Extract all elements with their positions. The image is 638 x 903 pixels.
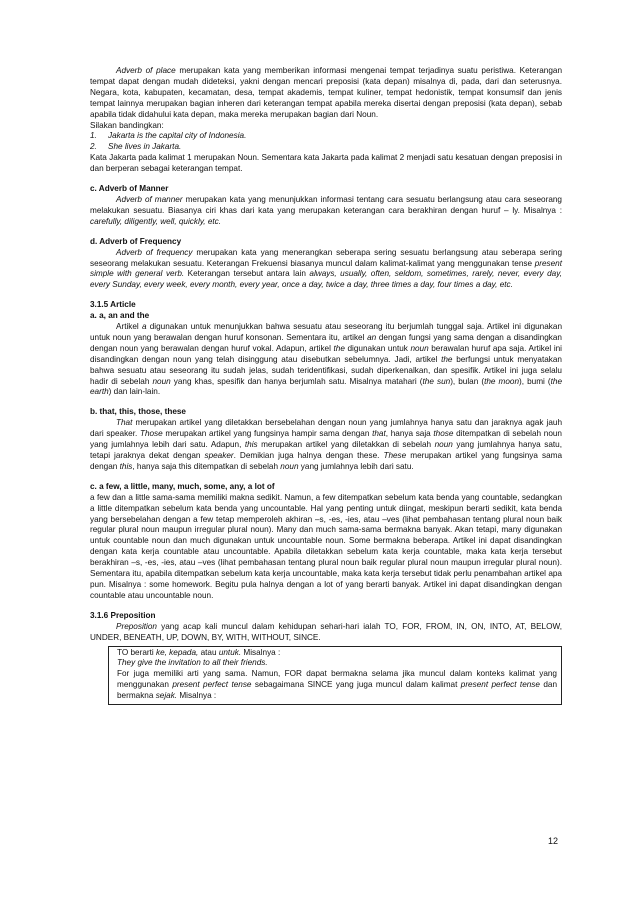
subheading-that-this: b. that, this, those, these (90, 407, 186, 417)
adverb-manner-paragraph: Adverb of manner merupakan kata yang menunjukkan informasi tentang cara sesuatu berlangsung atau cara seseorang melakukan sesuatu. Biasanya ciri khas dari kata yang merupakan keterangan cara berakhiran dengan huruf – ly. Misalnya : carefully, diligently, well, quickly, etc. (90, 194, 562, 226)
subheading-few-little: c. a few, a little, many, much, some, any, a lot of (90, 481, 275, 491)
subheading-a-an-the: a. a, an and the (90, 311, 150, 321)
heading-preposition: 3.1.6 Preposition (90, 610, 156, 620)
example-item: 2. She lives in Jakarta. (90, 142, 182, 152)
heading-adverb-frequency: d. Adverb of Frequency (90, 236, 182, 246)
box-line-for: For juga memiliki arti yang sama. Namun, FOR dapat bermakna selama jika muncul dalam konteks kalimat yang menggunakan present perfect tense sebagaimana SINCE yang juga muncul dalam kalimat present perfect tense dan bermakna sejak. Misalnya : (117, 669, 558, 701)
article-a-paragraph: Artikel a digunakan untuk menunjukkan bahwa sesuatu atau seseorang itu berjumlah tunggal saja. Artikel ini digunakan untuk noun yang berawalan dengan huruf konsonan. Sementara itu, artikel an dengan fungsi yang sama dengan a disandingkan dengan noun yang berawalan dengan huruf vokal. Adapun, artikel the digunakan untuk noun berawalan huruf apa saja. Artikel ini disandingkan dengan noun yang telah disinggung atau disebutkan sebelumnya. Jadi, artikel the berfungsi untuk menyatakan bahwa sesuatu atau seseorang itu sudah jelas, sudah teridentifikasi, sudah diperkenalkan, dan spesifik. Artikel ini juga selalu hadir di sebelah noun yang khas, spesifik dan hanya berjumlah satu. Misalnya matahari (the sun), bulan (the moon), bumi (the earth) dan lain-lain. (90, 322, 563, 397)
article-that-paragraph: That merupakan artikel yang diletakkan bersebelahan dengan noun yang jumlahnya hanya satu dan jaraknya agak jauh dari speaker. Those merupakan artikel yang fungsinya hampir sama dengan that, hanya saja those ditempatkan di sebelah noun yang jumlahnya lebih dari satu. Adapun, this merupakan artikel yang diletakkan di sebelah noun yang jumlahnya hanya satu, tetapi jaraknya dekat dengan speaker. Demikian juga halnya dengan these. These merupakan artikel yang fungsinya sama dengan this, hanya saja this ditempatkan di sebelah noun yang jumlahnya lebih dari satu. (90, 418, 563, 471)
box-line-example: They give the invitation to all their friends. (117, 658, 268, 668)
article-few-paragraph: a few dan a little sama-sama memiliki makna sedikit. Namun, a few ditempatkan sebelum kata benda yang countable, sedangkan a little ditempatkan sebelum kata benda yang uncountable. Hal yang penting untuk diingat, meskipun berarti sedikit, kata benda yang bersebelahan dengan a few tetap memperoleh akhiran –s, -es, -ies, atau –ves (lihat pembahasan tentang plural noun baik regular plural noun maupun irregular plural noun). Many dan much sama-sama bermakna banyak. Akan tetapi, many digunakan untuk countable noun dan much digunakan untuk uncountable noun. Some bermakna beberapa. Artikel ini dapat disandingkan dengan kata kerja countable atau uncountable. Apabila diletakkan sebelum kata kerja countable, maka kata kerja tersebut berakhiran –s, -es, -ies, atau –ves (lihat pembahasan tentang plural noun baik regular plural noun maupun irregular plural noun). Sementara itu, apabila ditempatkan sebelum kata kerja uncountable, maka kata kerja tersebut tidak perlu penambahan artikel apa pun. Misalnya : some homework. Begitu pula halnya dengan a lot of yang berarti banyak. Artikel ini dapat disandingkan dengan countable atau uncountable noun. (90, 492, 562, 600)
heading-adverb-manner: c. Adverb of Manner (90, 184, 169, 194)
preposition-box (108, 646, 562, 706)
adverb-place-paragraph: Adverb of place merupakan kata yang memberikan informasi mengenai tempat terjadinya suatu peristiwa. Keterangan tempat dapat dengan mudah dideteksi, yakni dengan mencari preposisi (kata depan) misalnya di, pada, dari dan seterusnya. Negara, kota, kabupaten, kecamatan, desa, tempat akademis, tempat kuliner, tempat hedonistik, tempat konsumsif dan jenis tempat lainnya merupakan bagian inheren dari keterangan tempat apabila mereka disertai dengan preposisi (kata depan), sebab apabila tidak didahului kata depan, maka mereka merupakan bagian dari Noun. (90, 66, 562, 119)
document-page (90, 66, 562, 705)
compare-line: Silakan bandingkan: (90, 120, 164, 130)
jakarta-explanation: Kata Jakarta pada kalimat 1 merupakan Noun. Sementara kata Jakarta pada kalimat 2 menjadi satu kesatuan dengan preposisi in dan berperan sebagai keterangan tempat. (90, 153, 562, 174)
page-number: 12 (548, 836, 559, 846)
preposition-paragraph: Preposition yang acap kali muncul dalam kehidupan sehari-hari ialah TO, FOR, FROM, IN, ON, INTO, AT, BELOW, UNDER, BENEATH, UP, DOWN, BY, WITH, WITHOUT, SINCE. (90, 621, 562, 642)
box-line-to: TO berarti ke, kepada, atau untuk. Misalnya : (117, 647, 281, 657)
adverb-frequency-paragraph: Adverb of frequency merupakan kata yang menerangkan seberapa sering sesuatu berlangsung atau seberapa sering seseorang melakukan sesuatu. Keterangan Frekuensi biasanya muncul dalam kalimat-kalimat yang menggunakan tense present simple with general verb. Keterangan tersebut antara lain always, usually, often, seldom, sometimes, rarely, never, every day, every Sunday, every week, every month, every year, once a day, twice a day, three times a day, four times a day, etc. (90, 247, 563, 290)
example-item: 1. Jakarta is the capital city of Indonesia. (90, 131, 247, 141)
heading-article: 3.1.5 Article (90, 300, 136, 310)
